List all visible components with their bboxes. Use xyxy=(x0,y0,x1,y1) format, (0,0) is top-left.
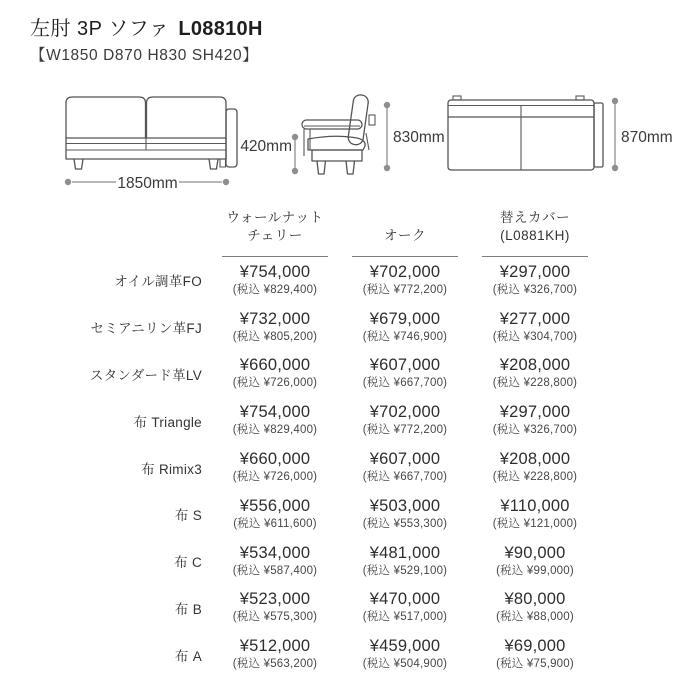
price-value: ¥523,000 xyxy=(239,590,311,609)
price-value: ¥110,000 xyxy=(500,496,570,515)
tax-included-price: (税込 ¥772,200) xyxy=(362,424,448,437)
dimension-dot xyxy=(612,98,618,104)
tax-included-price: (税込 ¥829,400) xyxy=(232,424,318,437)
tax-included-price: (税込 ¥99,000) xyxy=(496,564,574,577)
price-cell xyxy=(210,544,340,579)
tax-included-price: (税込 ¥228,800) xyxy=(492,471,578,484)
price-value: ¥679,000 xyxy=(369,309,441,328)
price-cell xyxy=(340,310,470,345)
row-label: 布 S xyxy=(174,508,202,524)
tax-included-price: (税込 ¥326,700) xyxy=(492,283,578,296)
price-value: ¥754,000 xyxy=(239,262,311,281)
front-rear-leg xyxy=(220,159,226,167)
column-header-line: ウォールナット xyxy=(226,210,324,225)
column-header-line: (L0881KH) xyxy=(500,228,570,243)
tax-included-price: (税込 ¥504,900) xyxy=(362,658,448,671)
side-rear-leg xyxy=(346,161,355,174)
column-header-spacer xyxy=(60,200,210,257)
price-value: ¥470,000 xyxy=(369,590,441,609)
tax-included-price: (税込 ¥829,400) xyxy=(232,283,318,296)
dimension-dot xyxy=(223,179,229,185)
sofa-side-view-diagram xyxy=(240,86,445,193)
tax-included-price: (税込 ¥575,300) xyxy=(232,611,318,624)
column-header-line: チェリー xyxy=(247,228,303,243)
price-cell xyxy=(210,403,340,438)
price-cell xyxy=(210,637,340,672)
dimension-dot xyxy=(65,179,71,185)
side-arm-front-panel xyxy=(304,129,310,156)
price-value: ¥90,000 xyxy=(504,543,566,562)
price-value: ¥80,000 xyxy=(504,590,566,609)
table-row xyxy=(60,397,605,444)
title-block xyxy=(30,16,263,66)
price-cell xyxy=(210,497,340,532)
tax-included-price: (税込 ¥611,600) xyxy=(233,517,317,530)
header-underline xyxy=(482,256,588,257)
price-cell xyxy=(470,590,600,625)
tax-included-price: (税込 ¥326,700) xyxy=(492,424,578,437)
header-underline xyxy=(352,256,458,257)
price-value: ¥702,000 xyxy=(369,403,441,422)
price-cell xyxy=(470,310,600,345)
price-value: ¥481,000 xyxy=(369,543,441,562)
tax-included-price: (税込 ¥75,900) xyxy=(496,658,574,671)
price-cell xyxy=(340,590,470,625)
row-label: 布 C xyxy=(174,555,202,571)
row-label: 布 Triangle xyxy=(133,414,202,430)
price-cell xyxy=(340,544,470,579)
price-cell xyxy=(470,497,600,532)
sofa-front-view-diagram xyxy=(58,86,243,193)
table-row xyxy=(60,491,605,538)
dimension-dot xyxy=(384,102,390,108)
tax-included-price: (税込 ¥529,100) xyxy=(362,564,448,577)
table-row xyxy=(60,585,605,632)
price-cell xyxy=(340,403,470,438)
row-label: オイル調革FO xyxy=(114,274,202,290)
price-value: ¥702,000 xyxy=(369,262,441,281)
tax-included-price: (税込 ¥746,900) xyxy=(362,330,448,343)
price-table-header xyxy=(60,200,605,257)
price-cell xyxy=(340,637,470,672)
front-right-back-cushion xyxy=(147,97,227,138)
price-value: ¥732,000 xyxy=(239,309,311,328)
product-code: L08810H xyxy=(178,18,263,40)
side-base xyxy=(312,150,362,161)
price-value: ¥69,000 xyxy=(504,637,566,656)
top-arm-panel xyxy=(594,103,603,167)
tax-included-price: (税込 ¥587,400) xyxy=(232,564,318,577)
price-value: ¥556,000 xyxy=(239,496,311,515)
row-label: 布 Rimix3 xyxy=(141,461,202,477)
price-value: ¥208,000 xyxy=(499,450,571,469)
price-cell xyxy=(470,403,600,438)
dimension-dot xyxy=(384,165,390,171)
tax-included-price: (税込 ¥563,200) xyxy=(232,658,318,671)
table-row xyxy=(60,257,605,304)
price-cell xyxy=(340,450,470,485)
price-table xyxy=(60,200,605,678)
side-seat-cushion xyxy=(308,136,365,150)
price-cell xyxy=(470,450,600,485)
price-cell xyxy=(210,356,340,391)
side-armrest xyxy=(302,120,362,129)
sofa-top-view-diagram xyxy=(445,86,675,193)
tax-included-price: (税込 ¥726,000) xyxy=(232,377,318,390)
price-cell xyxy=(470,263,600,298)
price-cell xyxy=(210,590,340,625)
table-row xyxy=(60,538,605,585)
price-value: ¥607,000 xyxy=(369,356,441,375)
tax-included-price: (税込 ¥121,000) xyxy=(492,517,578,530)
price-value: ¥459,000 xyxy=(369,637,441,656)
page-title xyxy=(30,16,263,42)
column-header-line: オーク xyxy=(384,228,426,243)
dimension-dot xyxy=(292,134,298,140)
front-right-leg xyxy=(209,159,218,169)
price-value: ¥208,000 xyxy=(499,356,571,375)
price-cell xyxy=(470,637,600,672)
price-value: ¥277,000 xyxy=(499,309,571,328)
row-label: 布 B xyxy=(174,601,202,617)
tax-included-price: (税込 ¥772,200) xyxy=(362,283,448,296)
product-type-label: 左肘 3P ソファ xyxy=(30,18,170,40)
price-cell xyxy=(210,310,340,345)
price-value: ¥534,000 xyxy=(239,543,311,562)
price-value: ¥754,000 xyxy=(239,403,311,422)
tax-included-price: (税込 ¥667,700) xyxy=(362,377,448,390)
tax-included-price: (税込 ¥726,000) xyxy=(232,471,318,484)
dimension-dot xyxy=(612,165,618,171)
price-cell xyxy=(210,450,340,485)
price-value: ¥297,000 xyxy=(499,262,571,281)
tax-included-price: (税込 ¥553,300) xyxy=(362,517,448,530)
row-label: スタンダード革LV xyxy=(89,367,202,383)
front-left-leg xyxy=(74,159,83,169)
table-row xyxy=(60,304,605,351)
price-cell xyxy=(210,263,340,298)
side-back-frame-line xyxy=(366,133,369,150)
price-value: ¥660,000 xyxy=(239,356,311,375)
tax-included-price: (税込 ¥667,700) xyxy=(362,471,448,484)
price-cell xyxy=(470,356,600,391)
depth-dimension-label: 870mm xyxy=(621,129,673,146)
width-dimension-label: 1850mm xyxy=(117,175,178,192)
price-cell xyxy=(340,497,470,532)
product-dimensions: 【W1850 D870 H830 SH420】 xyxy=(30,47,259,64)
price-cell xyxy=(340,263,470,298)
side-back-bracket xyxy=(369,115,375,125)
column-header-walnut-cherry xyxy=(210,200,340,257)
tax-included-price: (税込 ¥517,000) xyxy=(362,611,448,624)
tax-included-price: (税込 ¥88,000) xyxy=(496,611,574,624)
header-underline xyxy=(222,256,328,257)
side-front-leg xyxy=(317,161,326,174)
row-label: 布 A xyxy=(174,648,202,664)
price-value: ¥607,000 xyxy=(369,450,441,469)
price-value: ¥660,000 xyxy=(239,450,311,469)
table-row xyxy=(60,351,605,398)
column-header-oak xyxy=(340,200,470,257)
column-header-line: 替えカバー xyxy=(500,210,570,225)
tax-included-price: (税込 ¥228,800) xyxy=(492,377,578,390)
front-arm-panel xyxy=(226,109,237,167)
tax-included-price: (税込 ¥304,700) xyxy=(492,330,578,343)
price-cell xyxy=(340,356,470,391)
tax-included-price: (税込 ¥805,200) xyxy=(232,330,318,343)
table-row xyxy=(60,631,605,678)
dimension-dot xyxy=(292,168,298,174)
column-header-replacement-cover xyxy=(470,200,600,257)
price-value: ¥512,000 xyxy=(239,637,311,656)
height-dimension-label: 830mm xyxy=(393,129,445,146)
price-value: ¥297,000 xyxy=(499,403,571,422)
price-cell xyxy=(470,544,600,579)
front-left-back-cushion xyxy=(66,97,146,138)
row-label: セミアニリン革FJ xyxy=(90,321,202,337)
seat-height-dimension-label: 420mm xyxy=(240,138,292,155)
price-value: ¥503,000 xyxy=(369,496,441,515)
table-row xyxy=(60,444,605,491)
